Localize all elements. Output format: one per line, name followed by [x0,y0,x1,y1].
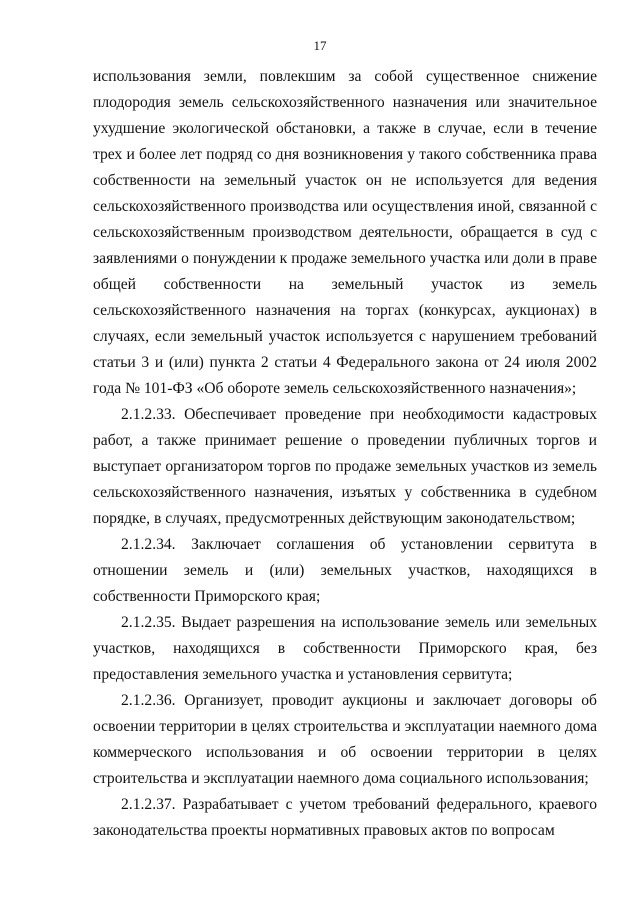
page-number: 17 [313,38,327,53]
paragraph-2-1-2-36: 2.1.2.36. Организует, проводит аукционы и заключает договоры об освоении территории в целях строительства и эксплуатации наемного дома коммерческого использования и об освоении территории в целях строительства и эксплуатации наемного дома социального использования; [93,692,597,787]
document-body [93,64,597,844]
paragraph-continuation: использования земли, повлекшим за собой существенное снижение плодородия земель сельскохозяйственного назначения или значительное ухудшение экологической обстановки, а также в случае, если в течение трех и более лет подряд со дня возникновения у такого собственника права собственности на земельный участок он не используется для ведения сельскохозяйственного производства или осуществления иной, связанной с сельскохозяйственным производством деятельности, обращается в суд с заявлениями о понуждении к продаже земельного участка или доли в праве общей собственности на земельный участок из земель сельскохозяйственного назначения на торгах (конкурсах, аукционах) в случаях, если земельный участок используется с нарушением требований статьи 3 и (или) пункта 2 статьи 4 Федерального закона от 24 июля 2002 года № 101-ФЗ «Об обороте земель сельскохозяйственного назначения»; [93,68,597,397]
paragraph-2-1-2-37: 2.1.2.37. Разрабатывает с учетом требований федерального, краевого законодательства проекты нормативных правовых актов по вопросам [93,796,597,839]
paragraph-2-1-2-34: 2.1.2.34. Заключает соглашения об установлении сервитута в отношении земель и (или) земельных участков, находящихся в собственности Приморского края; [93,536,597,605]
paragraph-2-1-2-35: 2.1.2.35. Выдает разрешения на использование земель или земельных участков, находящихся в собственности Приморского края, без предоставления земельного участка и установления сервитута; [93,614,597,683]
paragraph-2-1-2-33: 2.1.2.33. Обеспечивает проведение при необходимости кадастровых работ, а также принимает решение о проведении публичных торгов и выступает организатором торгов по продаже земельных участков из земель сельскохозяйственного назначения, изъятых у собственника в судебном порядке, в случаях, предусмотренных действующим законодательством; [93,406,597,527]
